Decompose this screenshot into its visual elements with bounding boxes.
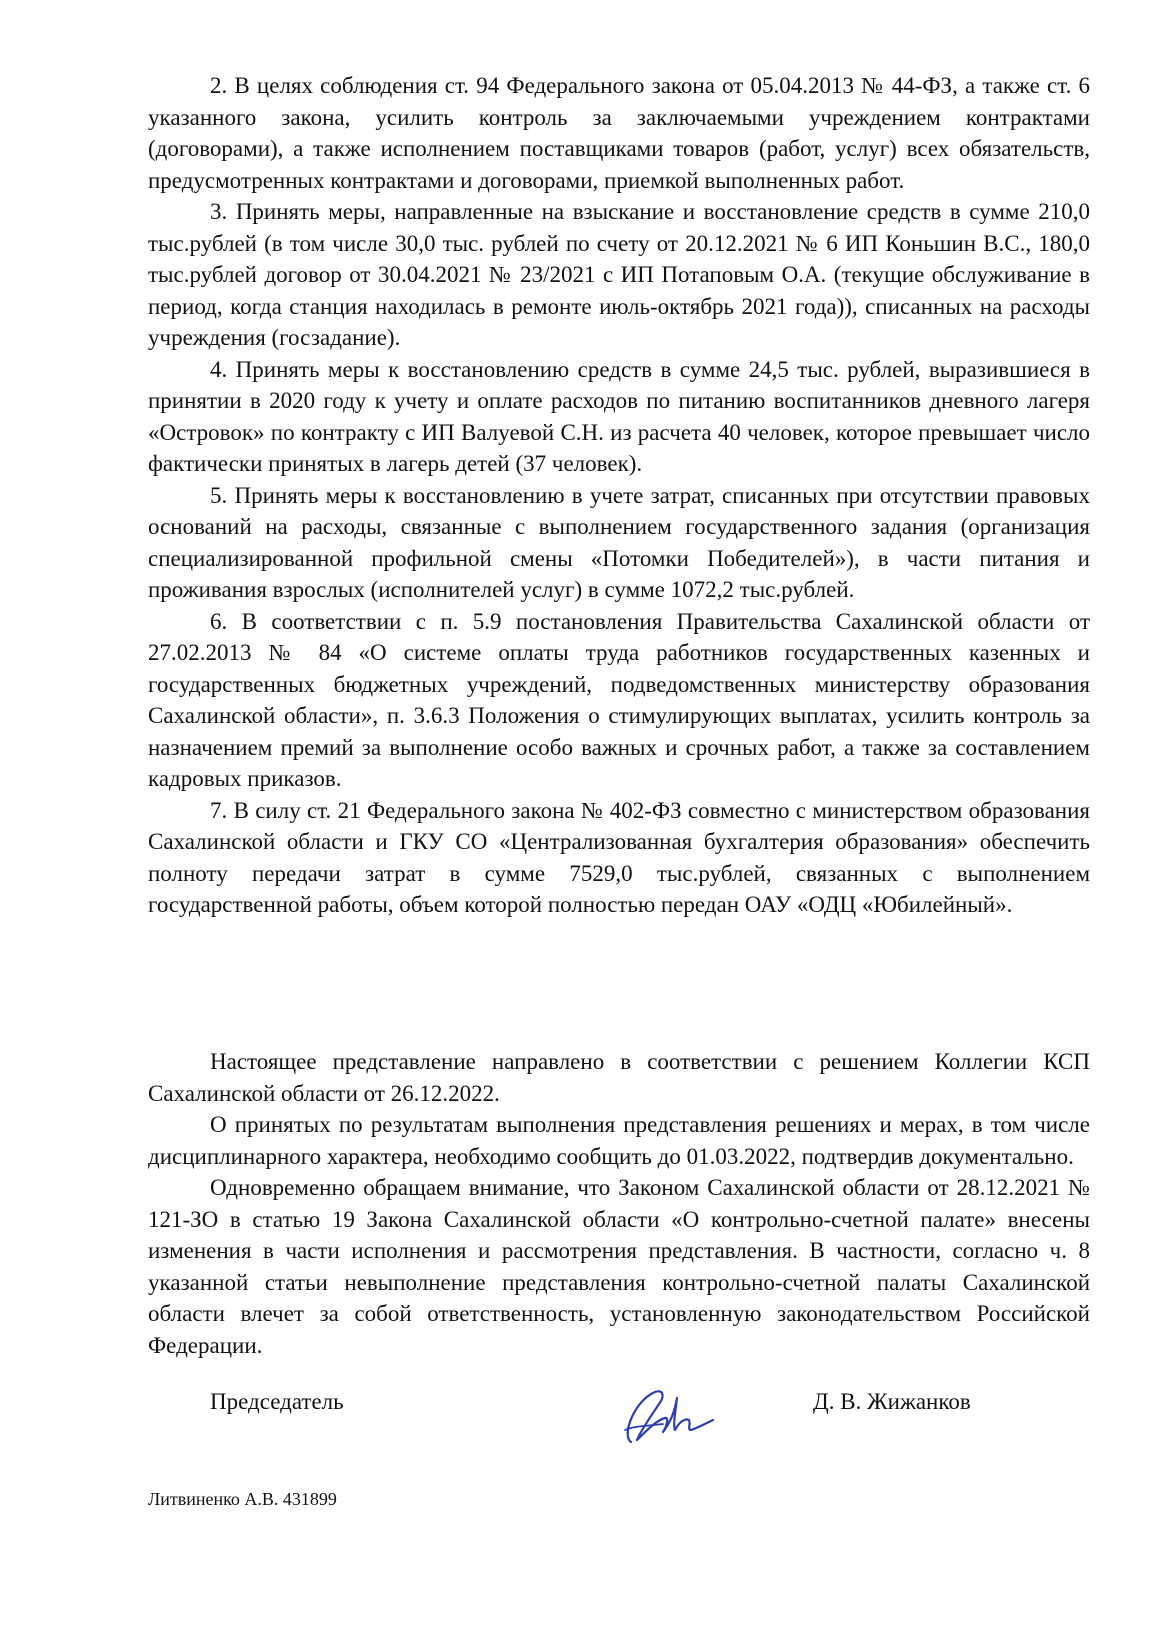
paragraph-item-7: 7. В силу ст. 21 Федерального закона № 402-ФЗ совместно с министерством образования Сахалинской области и ГКУ СО «Централизованная бухгалтерия образования» обеспечить полноту передачи затрат в сумме 7529,0 тыс.рублей, связанных с выполнением государственной работы, объем которой полностью передан ОАУ «ОДЦ «Юбилейный». [148, 797, 1090, 917]
paragraph-item-6: 6. В соответствии с п. 5.9 постановления Правительства Сахалинской области от 27.02.2013 № 84 «О системе оплаты труда работников государственных казенных и государственных бюджетных учреждений, подведомственных министерству образования Сахалинской области», п. 3.6.3 Положения о стимулирующих выплатах, усилить контроль за назначением премий за выполнение особо важных и срочных работ, а также за составлением кадровых приказов. [148, 608, 1090, 791]
paragraph-item-3: 3. Принять меры, направленные на взыскание и восстановление средств в сумме 210,0 тыс.рублей (в том числе 30,0 тыс. рублей по счету от 20.12.2021 № 6 ИП Коньшин В.С., 180,0 тыс.рублей договор от 30.04.2021 № 23/2021 с ИП Потаповым О.А. (текущие обслуживание в период, когда станция находилась в ремонте июль-октябрь 2021 года)), списанных на расходы учреждения (госзадание). [148, 199, 1090, 350]
handwritten-signature [613, 1380, 733, 1450]
closing-section [148, 1046, 1090, 1361]
executor-info: Литвиненко А.В. 431899 [148, 1489, 337, 1509]
paragraph-item-5: 5. Принять меры к восстановлению в учете затрат, списанных при отсутствии правовых оснований на расходы, связанные с выполнением государственного задания (организация специализированной профильной смены «Потомки Победителей»), в части питания и проживания взрослых (исполнителей услуг) в сумме 1072,2 тыс.рублей. [148, 482, 1090, 602]
measures-list [148, 70, 1090, 921]
signer-name: Д. В. Жижанков [813, 1389, 971, 1414]
signer-role: Председатель [210, 1389, 344, 1414]
paragraph-item-2: 2. В целях соблюдения ст. 94 Федерального закона от 05.04.2013 № 44-ФЗ, а также ст. 6 указанного закона, усилить контроль за заключаемыми учреждением контрактами (договорами), а также исполнением поставщиками товаров (работ, услуг) всех обязательств, предусмотренных контрактами и договорами, приемкой выполненных работ. [148, 73, 1090, 193]
closing-paragraph-deadline: О принятых по результатам выполнения представления решениях и мерах, в том числе дисциплинарного характера, необходимо сообщить до 01.03.2022, подтвердив документально. [148, 1112, 1090, 1169]
closing-paragraph-collegium: Настоящее представление направлено в соответствии с решением Коллегии КСП Сахалинской области от 26.12.2022. [148, 1049, 1090, 1106]
closing-paragraph-law-notice: Одновременно обращаем внимание, что Законом Сахалинской области от 28.12.2021 № 121-ЗО в статью 19 Закона Сахалинской области «О контрольно-счетной палате» внесены изменения в части исполнения и рассмотрения представления. В частности, согласно ч. 8 указанной статьи невыполнение представления контрольно-счетной палаты Сахалинской области влечет за собой ответственность, установленную законодательством Российской Федерации. [148, 1175, 1090, 1358]
paragraph-item-4: 4. Принять меры к восстановлению средств в сумме 24,5 тыс. рублей, выразившиеся в принятии в 2020 году к учету и оплате расходов по питанию воспитанников дневного лагеря «Островок» по контракту с ИП Валуевой С.Н. из расчета 40 человек, которое превышает число фактически принятых в лагерь детей (37 человек). [148, 356, 1090, 476]
